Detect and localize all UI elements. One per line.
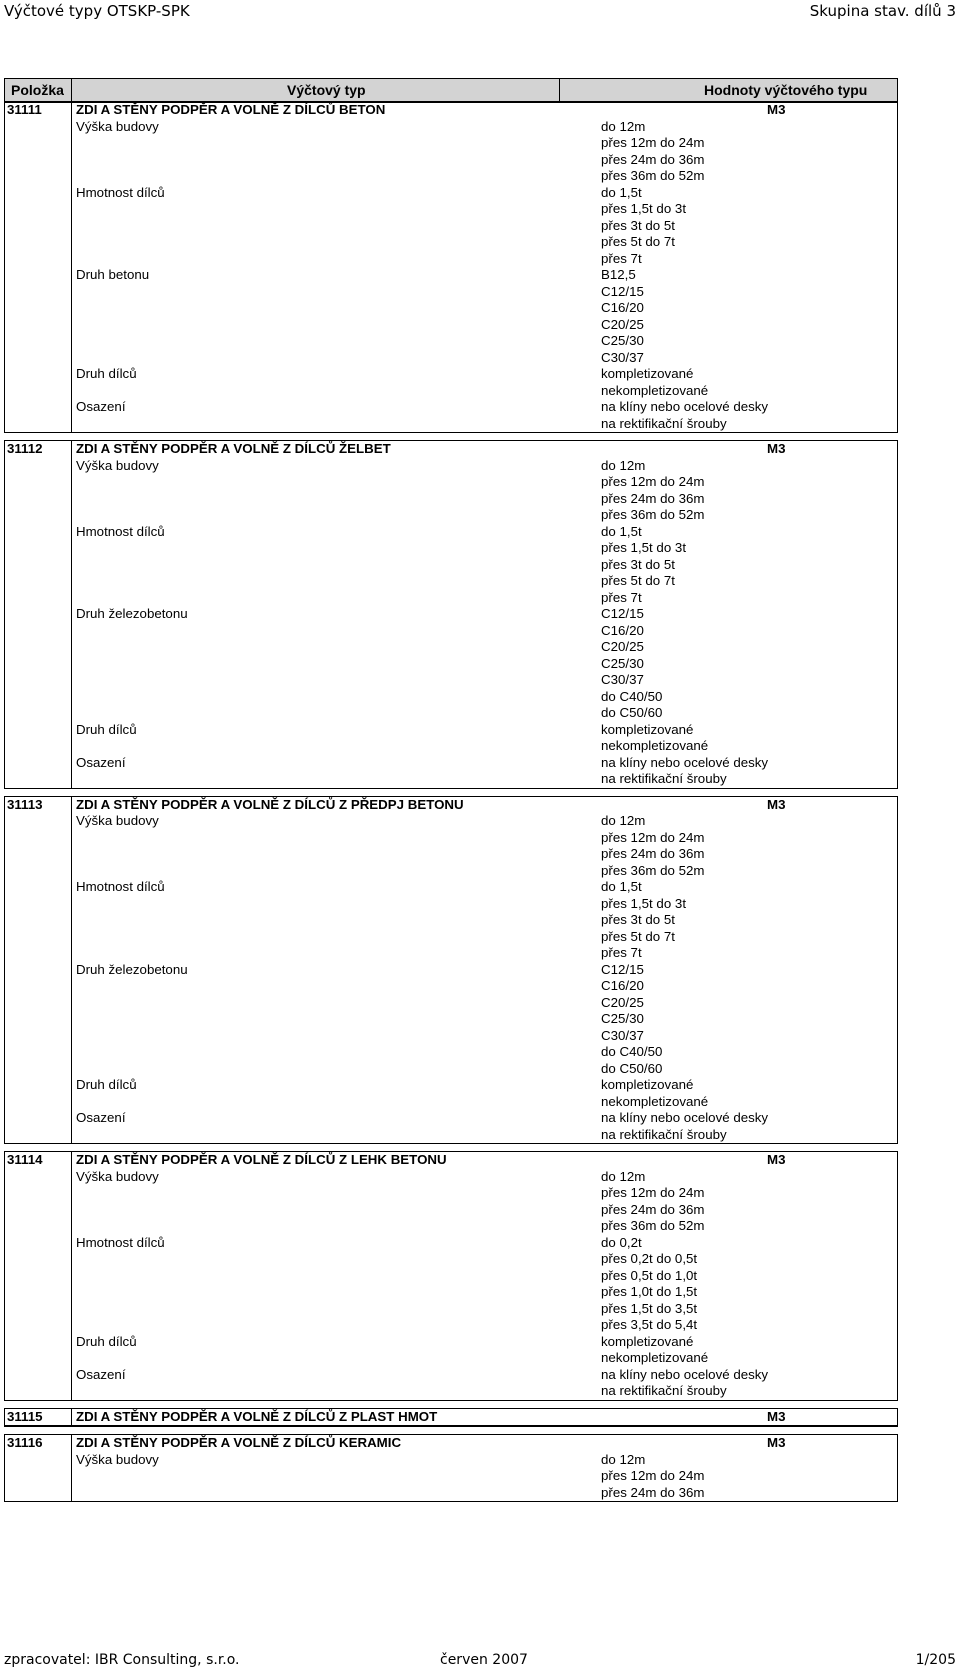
param-value: na rektifikační šrouby <box>601 1383 727 1398</box>
param-value: přes 12m do 24m <box>601 1185 705 1200</box>
item-title: ZDI A STĚNY PODPĚR A VOLNĚ Z DÍLCŮ Z LEHK BETONU <box>76 1152 447 1167</box>
param-value: do 0,2t <box>601 1234 642 1250</box>
param-value-row <box>5 1350 897 1367</box>
param-value: do C40/50 <box>601 1044 663 1059</box>
param-label: Druh dílců <box>76 1333 137 1349</box>
item-title: ZDI A STĚNY PODPĚR A VOLNĚ Z DÍLCŮ ŽELBET <box>76 441 391 456</box>
column-divider <box>71 79 72 102</box>
param-value: C16/20 <box>601 978 644 993</box>
param-value-row <box>5 1202 897 1219</box>
column-header-vyctovy-typ: Výčtový typ <box>287 82 366 98</box>
param-value-row <box>5 540 897 557</box>
param-value-row <box>5 317 897 334</box>
param-value-row <box>5 350 897 367</box>
footer-date: červen 2007 <box>440 1652 528 1668</box>
param-value-row <box>5 168 897 185</box>
param-label: Osazení <box>76 754 126 770</box>
item-title-row <box>5 797 897 814</box>
param-value-row <box>5 267 897 284</box>
item-block <box>4 1434 898 1502</box>
param-value-row <box>5 1268 897 1285</box>
param-value-row <box>5 1235 897 1252</box>
param-value: do 1,5t <box>601 184 642 200</box>
param-value: do C50/60 <box>601 705 663 720</box>
footer-page-number: 1/205 <box>915 1652 956 1668</box>
param-value-row <box>5 995 897 1012</box>
item-code: 31112 <box>7 441 43 456</box>
param-value-row <box>5 639 897 656</box>
param-label: Výška budovy <box>76 1451 159 1467</box>
param-value: do 1,5t <box>601 879 642 894</box>
item-title-row <box>5 441 897 458</box>
column-header-row <box>4 78 898 103</box>
param-value: do C40/50 <box>601 688 663 704</box>
param-value-row <box>5 1061 897 1078</box>
item-code: 31114 <box>7 1152 43 1167</box>
param-value: přes 12m do 24m <box>601 1468 705 1483</box>
param-value-row <box>5 722 897 739</box>
param-value-row <box>5 1251 897 1268</box>
param-value-row <box>5 1094 897 1111</box>
param-value-row <box>5 491 897 508</box>
item-block <box>4 1408 898 1428</box>
param-label: Druh betonu <box>76 267 150 282</box>
param-value: C16/20 <box>601 300 644 315</box>
param-value: přes 3t do 5t <box>601 912 675 927</box>
param-value-row <box>5 1468 897 1485</box>
param-value: B12,5 <box>601 267 636 282</box>
param-value-row <box>5 1110 897 1127</box>
item-unit: M3 <box>767 796 786 812</box>
param-value-row <box>5 185 897 202</box>
param-value: C30/37 <box>601 349 644 365</box>
document-header-group: Skupina stav. dílů 3 <box>809 2 956 20</box>
param-label: Druh dílců <box>76 1077 137 1092</box>
param-value: přes 12m do 24m <box>601 135 705 150</box>
param-value-row <box>5 1334 897 1351</box>
param-value-row <box>5 135 897 152</box>
param-value: C30/37 <box>601 672 644 687</box>
param-value: nekompletizované <box>601 382 709 398</box>
param-value-row <box>5 300 897 317</box>
param-value: přes 0,2t do 0,5t <box>601 1251 698 1266</box>
param-value-row <box>5 152 897 169</box>
param-value-row <box>5 1169 897 1186</box>
item-code: 31111 <box>7 102 42 117</box>
param-value-row <box>5 1044 897 1061</box>
param-value: nekompletizované <box>601 1093 709 1109</box>
param-value: kompletizované <box>601 366 694 381</box>
param-value-row <box>5 474 897 491</box>
param-value-row <box>5 672 897 689</box>
param-value: přes 24m do 36m <box>601 846 705 861</box>
param-value-row <box>5 738 897 755</box>
item-block <box>4 101 898 433</box>
param-value: C12/15 <box>601 961 644 977</box>
item-title-row <box>5 1152 897 1169</box>
param-value-row <box>5 366 897 383</box>
param-value: přes 5t do 7t <box>601 234 675 249</box>
param-value: přes 12m do 24m <box>601 474 705 489</box>
param-value-row <box>5 251 897 268</box>
param-value-row <box>5 1127 897 1144</box>
param-value-row <box>5 1077 897 1094</box>
param-value-row <box>5 1485 897 1502</box>
param-value-row <box>5 333 897 350</box>
param-label: Osazení <box>76 1110 126 1125</box>
param-value-row <box>5 978 897 995</box>
param-value: do 1,5t <box>601 523 642 539</box>
item-title: ZDI A STĚNY PODPĚR A VOLNĚ Z DÍLCŮ KERAMIC <box>76 1435 402 1450</box>
param-value: přes 1,5t do 3t <box>601 540 687 555</box>
param-value-row <box>5 1367 897 1384</box>
column-divider <box>559 79 560 102</box>
param-value: C20/25 <box>601 639 644 654</box>
item-title-row <box>5 102 897 119</box>
param-label: Výška budovy <box>76 118 159 134</box>
param-value: přes 36m do 52m <box>601 507 705 522</box>
item-title: ZDI A STĚNY PODPĚR A VOLNĚ Z DÍLCŮ BETON <box>76 102 386 117</box>
param-value: kompletizované <box>601 1333 694 1349</box>
item-title: ZDI A STĚNY PODPĚR A VOLNĚ Z DÍLCŮ Z PLAST HMOT <box>76 1408 438 1424</box>
param-label: Výška budovy <box>76 457 159 473</box>
param-value: kompletizované <box>601 721 694 737</box>
param-value-row <box>5 524 897 541</box>
param-value: C25/30 <box>601 1011 644 1026</box>
param-value: přes 5t do 7t <box>601 928 675 944</box>
param-value: přes 0,5t do 1,0t <box>601 1267 698 1283</box>
param-value: přes 1,5t do 3t <box>601 201 687 216</box>
param-value-row <box>5 846 897 863</box>
column-header-hodnoty: Hodnoty výčtového typu <box>704 82 868 98</box>
param-value-row <box>5 656 897 673</box>
param-value: přes 1,5t do 3t <box>601 895 687 911</box>
param-value: přes 1,0t do 1,5t <box>601 1284 698 1299</box>
item-block <box>4 796 898 1145</box>
param-value: přes 7t <box>601 589 642 605</box>
param-value: přes 3t do 5t <box>601 556 675 572</box>
item-code: 31115 <box>7 1408 43 1424</box>
param-value: kompletizované <box>601 1077 694 1092</box>
param-value-row <box>5 689 897 706</box>
param-value-row <box>5 284 897 301</box>
param-value-row <box>5 1218 897 1235</box>
param-value: do 12m <box>601 1168 646 1184</box>
param-value: nekompletizované <box>601 738 709 753</box>
param-value: přes 36m do 52m <box>601 862 705 878</box>
item-unit: M3 <box>767 1435 786 1450</box>
param-value-row <box>5 383 897 400</box>
param-value-row <box>5 896 897 913</box>
item-title-row <box>5 1435 897 1452</box>
param-value: na rektifikační šrouby <box>601 771 727 786</box>
document-header-title: Výčtové typy OTSKP-SPK <box>4 2 190 20</box>
param-value: C25/30 <box>601 333 644 348</box>
param-value-row <box>5 1028 897 1045</box>
param-value-row <box>5 945 897 962</box>
param-value: přes 1,5t do 3,5t <box>601 1300 698 1316</box>
param-label: Osazení <box>76 1366 126 1382</box>
item-code: 31113 <box>7 796 43 812</box>
items-table <box>4 101 898 1509</box>
param-label: Hmotnost dílců <box>76 1234 165 1250</box>
param-label: Hmotnost dílců <box>76 184 165 200</box>
param-value: na klíny nebo ocelové desky <box>601 1366 769 1382</box>
param-value-row <box>5 1383 897 1400</box>
param-value: přes 36m do 52m <box>601 1218 705 1233</box>
param-value-row <box>5 623 897 640</box>
param-value: na klíny nebo ocelové desky <box>601 399 769 414</box>
param-value-row <box>5 1011 897 1028</box>
param-value-row <box>5 1452 897 1469</box>
param-value: na klíny nebo ocelové desky <box>601 1110 769 1125</box>
param-value: přes 24m do 36m <box>601 151 705 167</box>
param-value: do 12m <box>601 1451 646 1467</box>
param-value: do 12m <box>601 118 646 134</box>
param-value: přes 12m do 24m <box>601 829 705 845</box>
param-value: C30/37 <box>601 1027 644 1043</box>
param-value: na rektifikační šrouby <box>601 415 727 431</box>
param-value-row <box>5 590 897 607</box>
param-value-row <box>5 573 897 590</box>
param-value-row <box>5 962 897 979</box>
item-unit: M3 <box>767 1408 786 1424</box>
param-value: do 12m <box>601 813 646 828</box>
param-value: na klíny nebo ocelové desky <box>601 754 769 770</box>
param-value-row <box>5 705 897 722</box>
column-header-polozka: Položka <box>11 82 64 98</box>
item-unit: M3 <box>767 1152 786 1167</box>
footer-author: zpracovatel: IBR Consulting, s.r.o. <box>4 1652 240 1668</box>
param-value: C16/20 <box>601 622 644 638</box>
param-label: Výška budovy <box>76 813 159 828</box>
param-value-row <box>5 201 897 218</box>
param-label: Výška budovy <box>76 1168 159 1184</box>
param-value-row <box>5 557 897 574</box>
param-value-row <box>5 218 897 235</box>
param-value: C20/25 <box>601 994 644 1010</box>
param-value-row <box>5 507 897 524</box>
param-value-row <box>5 1185 897 1202</box>
param-value: C12/15 <box>601 283 644 299</box>
item-code: 31116 <box>7 1435 43 1450</box>
param-value: C20/25 <box>601 316 644 332</box>
item-title: ZDI A STĚNY PODPĚR A VOLNĚ Z DÍLCŮ Z PŘEDPJ BETONU <box>76 796 464 812</box>
item-block <box>4 440 898 789</box>
param-value-row <box>5 1317 897 1334</box>
param-value: C12/15 <box>601 606 644 621</box>
param-value-row <box>5 830 897 847</box>
param-value: nekompletizované <box>601 1350 709 1365</box>
param-value-row <box>5 1301 897 1318</box>
param-value: C25/30 <box>601 655 644 671</box>
item-unit: M3 <box>767 102 786 117</box>
param-label: Druh dílců <box>76 721 137 737</box>
param-value: do 12m <box>601 457 646 473</box>
param-value: přes 24m do 36m <box>601 1201 705 1217</box>
param-value: přes 24m do 36m <box>601 1484 705 1500</box>
param-label: Druh železobetonu <box>76 961 188 977</box>
param-value-row <box>5 234 897 251</box>
item-unit: M3 <box>767 441 786 456</box>
param-value: přes 36m do 52m <box>601 168 705 183</box>
param-value: přes 3,5t do 5,4t <box>601 1317 698 1332</box>
param-value-row <box>5 458 897 475</box>
param-value-row <box>5 399 897 416</box>
param-value-row <box>5 771 897 788</box>
param-label: Druh železobetonu <box>76 606 188 621</box>
param-value: přes 3t do 5t <box>601 217 675 233</box>
param-value: do C50/60 <box>601 1060 663 1076</box>
item-block <box>4 1151 898 1401</box>
param-value: přes 24m do 36m <box>601 490 705 506</box>
param-value-row <box>5 606 897 623</box>
param-label: Osazení <box>76 399 126 414</box>
param-value: přes 7t <box>601 250 642 266</box>
param-label: Hmotnost dílců <box>76 879 165 894</box>
param-value-row <box>5 416 897 433</box>
param-value-row <box>5 119 897 136</box>
param-value-row <box>5 1284 897 1301</box>
param-value: přes 7t <box>601 945 642 960</box>
param-label: Druh dílců <box>76 366 137 381</box>
param-label: Hmotnost dílců <box>76 523 165 539</box>
param-value-row <box>5 912 897 929</box>
param-value-row <box>5 929 897 946</box>
param-value: přes 5t do 7t <box>601 573 675 588</box>
param-value-row <box>5 879 897 896</box>
param-value-row <box>5 863 897 880</box>
item-title-row <box>5 1409 897 1427</box>
param-value-row <box>5 755 897 772</box>
param-value-row <box>5 813 897 830</box>
param-value: na rektifikační šrouby <box>601 1126 727 1142</box>
